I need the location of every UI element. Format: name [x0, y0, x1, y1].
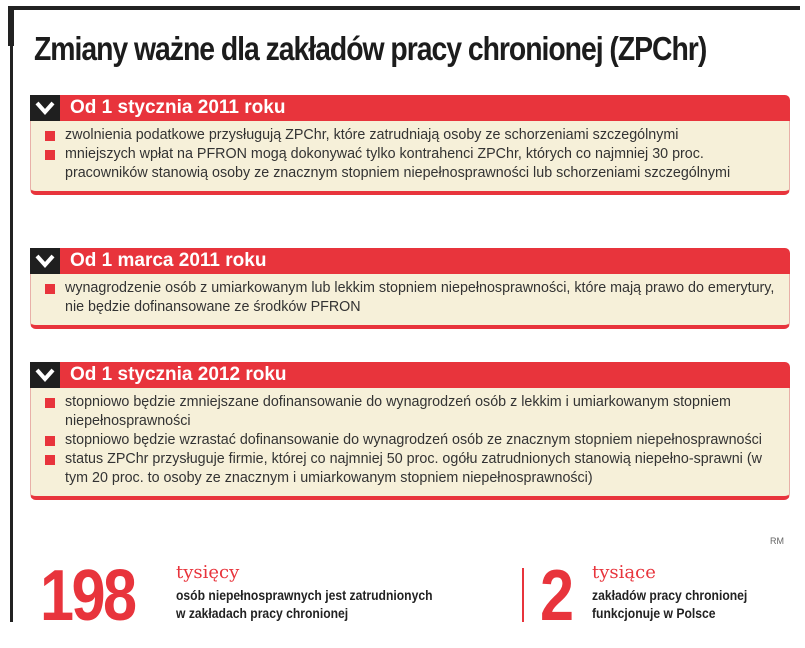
chevron-down-icon: [30, 248, 60, 274]
page-title: Zmiany ważne dla zakładów pracy chronionej (ZPChr): [34, 30, 707, 67]
item-text: status ZPChr przysługuje firmie, której co najmniej 50 proc. ogółu zatrudnionych stanowią niepełno-sprawni (w tym 20 proc. to osoby ze znacznym i umiarkowanym stopniem niepełnosprawności): [65, 451, 762, 486]
item-text: stopniowo będzie wzrastać dofinansowanie do wynagrodzeń osób ze znacznym stopniem niepełnosprawności: [65, 432, 762, 448]
item-text: zwolnienia podatkowe przysługują ZPChr, które zatrudniają osoby ze schorzeniami szczególnymi: [65, 127, 679, 143]
stat-unit-companies: tysiące: [592, 562, 656, 583]
bullet-square-icon: [45, 131, 55, 141]
list-item: [45, 126, 779, 145]
credit: RM: [770, 536, 784, 546]
section-header: [30, 95, 790, 121]
section-3: [30, 362, 790, 500]
section-2: [30, 248, 790, 329]
bullet-square-icon: [45, 284, 55, 294]
bullet-square-icon: [45, 436, 55, 446]
section-title: Od 1 stycznia 2012 roku: [70, 364, 287, 385]
stat-number-employed: 198: [40, 556, 135, 636]
stat-divider: [522, 568, 524, 622]
section-title: Od 1 stycznia 2011 roku: [70, 97, 286, 118]
item-text: wynagrodzenie osób z umiarkowanym lub lekkim stopniem niepełnosprawności, które mają prawo do emerytury, nie będzie dofinansowane ze środków PFRON: [65, 280, 775, 315]
left-rule: [10, 6, 13, 622]
chevron-down-icon: [30, 362, 60, 388]
top-rule: [10, 6, 800, 10]
list-item: [45, 393, 779, 431]
item-text: mniejszych wpłat na PFRON mogą dokonywać tylko kontrahenci ZPChr, których co najmniej 30 proc. pracowników stanowią osoby ze znacznym stopniem niepełnosprawności lub schorzeniami szczególnymi: [65, 146, 731, 181]
stat-desc-companies-2: funkcjonuje w Polsce: [592, 606, 716, 621]
bullet-square-icon: [45, 150, 55, 160]
section-body: [30, 388, 790, 500]
section-title: Od 1 marca 2011 roku: [70, 250, 267, 271]
chevron-down-icon: [30, 95, 60, 121]
corner-accent: [8, 6, 14, 46]
list-item: [45, 431, 779, 450]
list-item: [45, 279, 779, 317]
stat-desc-employed-2: w zakładach pracy chronionej: [176, 606, 349, 621]
list-item: [45, 450, 779, 488]
section-1: [30, 95, 790, 195]
stat-number-companies: 2: [540, 556, 572, 636]
bullet-square-icon: [45, 455, 55, 465]
section-header: [30, 362, 790, 388]
section-header: [30, 248, 790, 274]
bullet-square-icon: [45, 398, 55, 408]
stat-desc-employed-1: osób niepełnosprawnych jest zatrudnionych: [176, 588, 433, 603]
section-body: [30, 121, 790, 195]
stat-desc-companies-1: zakładów pracy chronionej: [592, 588, 748, 603]
section-body: [30, 274, 790, 329]
list-item: [45, 145, 779, 183]
item-text: stopniowo będzie zmniejszane dofinansowanie do wynagrodzeń osób z lekkim i umiarkowanym stopniem niepełnosprawności: [65, 394, 731, 429]
stat-unit-employed: tysięcy: [176, 562, 240, 583]
